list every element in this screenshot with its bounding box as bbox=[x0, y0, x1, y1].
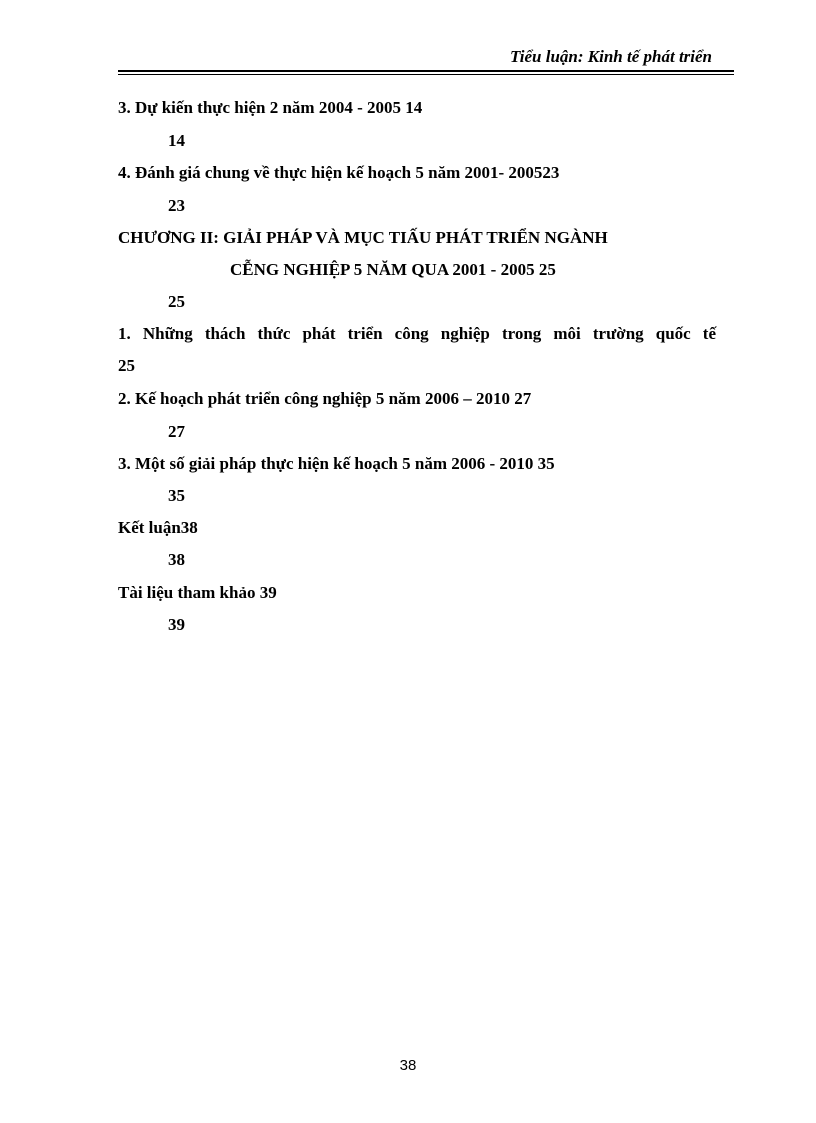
toc-entry-references-page: 39 bbox=[168, 615, 185, 634]
toc-entry-6: 3. Một số giải pháp thực hiện kế hoạch 5 năm 2006 - 2010 35 bbox=[118, 454, 555, 473]
header-rule-thick bbox=[118, 70, 734, 72]
toc-entry-5: 2. Kế hoạch phát triển công nghiệp 5 năm 2006 – 2010 27 bbox=[118, 389, 532, 408]
toc-chapter-page: 25 bbox=[168, 292, 185, 311]
toc-chapter-heading-line1: CHƯƠNG II: GIẢI PHÁP VÀ MỤC TIẤU PHÁT TRIỂN NGÀNH bbox=[118, 228, 608, 247]
toc-chapter-heading-line2: CỄNG NGHIỆP 5 NĂM QUA 2001 - 2005 25 bbox=[230, 260, 556, 279]
toc-entry-4-page: 25 bbox=[118, 356, 135, 375]
header-rule-thin bbox=[118, 74, 734, 75]
toc-entry-references: Tài liệu tham khảo 39 bbox=[118, 583, 277, 602]
page-number: 38 bbox=[399, 1057, 417, 1074]
toc-entry-5-page: 27 bbox=[168, 422, 185, 441]
toc-entry-1: 3. Dự kiến thực hiện 2 năm 2004 - 2005 14 bbox=[118, 98, 423, 117]
toc-entry-conclusion-page: 38 bbox=[168, 550, 185, 569]
toc-entry-4: 1. Những thách thức phát triển công nghiệp trong môi trường quốc tế bbox=[118, 324, 716, 343]
toc-entry-conclusion: Kết luận38 bbox=[118, 518, 198, 537]
header-title: Tiểu luận: Kinh tế phát triển bbox=[510, 47, 712, 66]
toc-entry-6-page: 35 bbox=[168, 486, 185, 505]
toc-entry-2-page: 23 bbox=[168, 196, 185, 215]
toc-entry-2: 4. Đánh giá chung về thực hiện kế hoạch 5 năm 2001- 200523 bbox=[118, 163, 560, 182]
toc-entry-1-page: 14 bbox=[168, 131, 185, 150]
